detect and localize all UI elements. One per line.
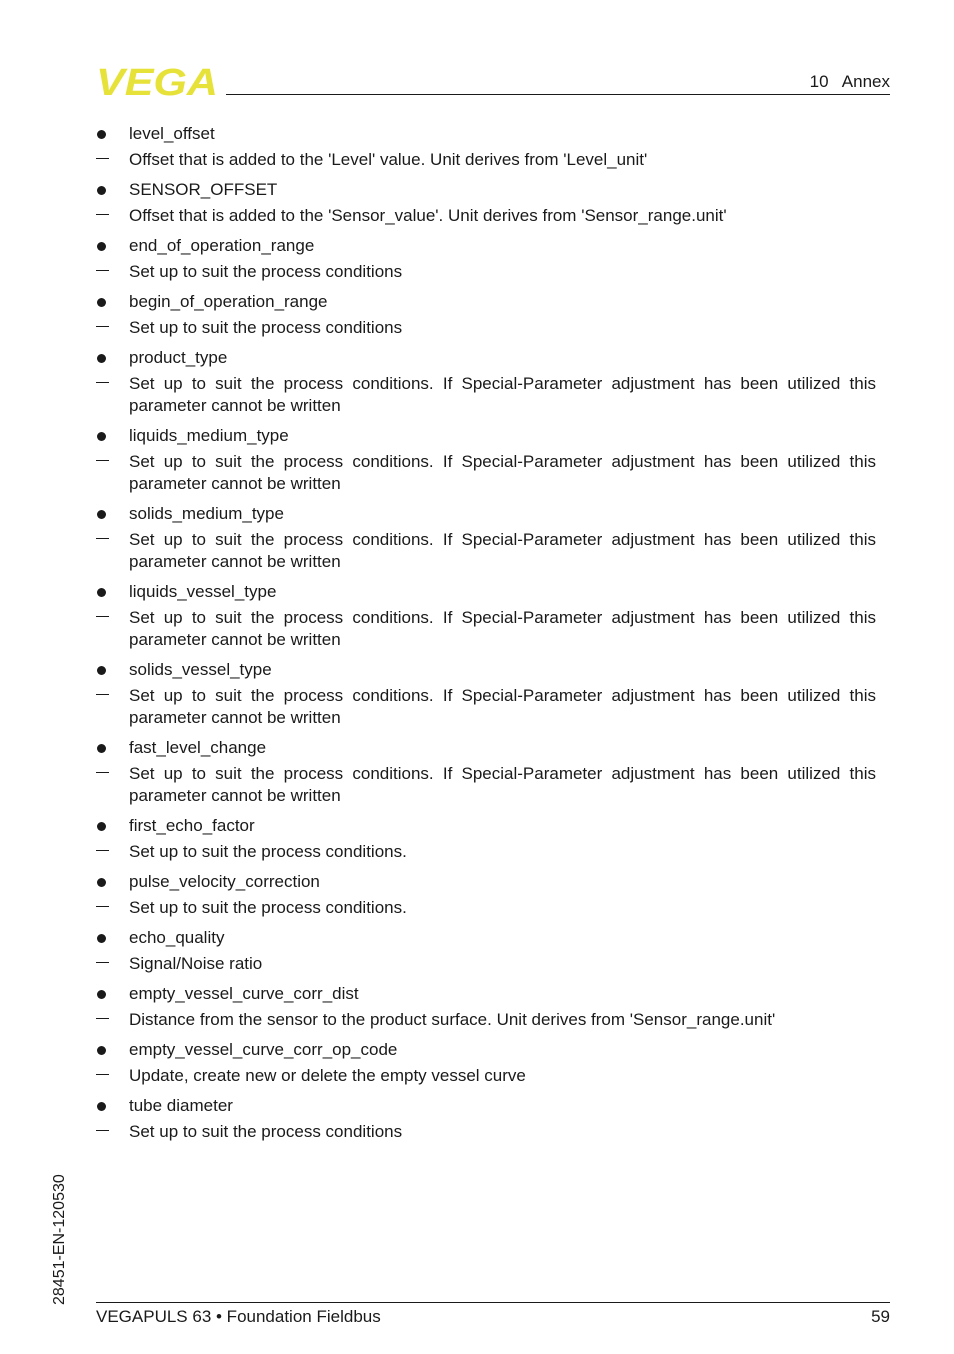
dash-icon <box>96 1121 110 1143</box>
parameter-description-row <box>96 451 876 495</box>
parameter-name: tube diameter <box>129 1096 233 1115</box>
bullet-icon <box>96 235 110 257</box>
parameter-item <box>96 737 876 807</box>
dash-icon <box>96 373 110 395</box>
parameter-description: Signal/Noise ratio <box>129 954 263 973</box>
parameter-item <box>96 983 876 1031</box>
document-id: 28451-EN-120530 <box>51 1174 68 1305</box>
parameter-name-row <box>96 179 876 201</box>
dash-icon <box>96 1065 110 1087</box>
parameter-item <box>96 927 876 975</box>
dash-icon <box>96 953 110 975</box>
header-rule <box>226 94 890 95</box>
parameter-name-row <box>96 737 876 759</box>
parameter-description: Set up to suit the process conditions. If Special-Parameter adjustment has been utilized this parameter cannot be written <box>129 686 876 727</box>
parameter-name: begin_of_operation_range <box>129 292 328 311</box>
vega-logo <box>96 66 220 97</box>
parameter-description: Set up to suit the process conditions <box>129 318 403 337</box>
svg-text:VEGA: VEGA <box>96 66 218 97</box>
bullet-icon <box>96 425 110 447</box>
parameter-description: Update, create new or delete the empty vessel curve <box>129 1066 526 1085</box>
parameter-description: Set up to suit the process conditions. <box>129 898 407 917</box>
bullet-icon <box>96 123 110 145</box>
bullet-icon <box>96 815 110 837</box>
parameter-item <box>96 179 876 227</box>
parameter-description-row <box>96 897 876 919</box>
parameter-name-row <box>96 291 876 313</box>
dash-icon <box>96 317 110 339</box>
bullet-icon <box>96 871 110 893</box>
parameter-description-row <box>96 607 876 651</box>
parameter-description-row <box>96 149 876 171</box>
parameter-description: Distance from the sensor to the product surface. Unit derives from 'Sensor_range.unit' <box>129 1010 776 1029</box>
dash-icon <box>96 607 110 629</box>
dash-icon <box>96 1009 110 1031</box>
parameter-name: end_of_operation_range <box>129 236 315 255</box>
dash-icon <box>96 763 110 785</box>
parameter-item <box>96 815 876 863</box>
parameter-description-row <box>96 1009 876 1031</box>
bullet-icon <box>96 291 110 313</box>
dash-icon <box>96 205 110 227</box>
parameter-name: first_echo_factor <box>129 816 255 835</box>
parameter-name: level_offset <box>129 124 215 143</box>
parameter-name: liquids_medium_type <box>129 426 289 445</box>
parameter-description-row <box>96 1121 876 1143</box>
parameter-item <box>96 123 876 171</box>
parameter-description: Set up to suit the process conditions. If Special-Parameter adjustment has been utilized this parameter cannot be written <box>129 452 876 493</box>
bullet-icon <box>96 927 110 949</box>
parameter-description-row <box>96 529 876 573</box>
dash-icon <box>96 451 110 473</box>
parameter-description-row <box>96 953 876 975</box>
parameter-name-row <box>96 235 876 257</box>
parameter-name-row <box>96 347 876 369</box>
parameter-description: Set up to suit the process conditions. <box>129 842 407 861</box>
parameter-name: solids_medium_type <box>129 504 284 523</box>
parameter-name-row <box>96 927 876 949</box>
parameter-name-row <box>96 425 876 447</box>
parameter-name-row <box>96 123 876 145</box>
parameter-description-row <box>96 763 876 807</box>
page-number: 59 <box>871 1307 890 1326</box>
parameter-name-row <box>96 1095 876 1117</box>
parameter-description: Set up to suit the process conditions <box>129 1122 403 1141</box>
parameter-description: Set up to suit the process conditions <box>129 262 403 281</box>
parameter-description: Set up to suit the process conditions. If Special-Parameter adjustment has been utilized this parameter cannot be written <box>129 764 876 805</box>
parameter-name: fast_level_change <box>129 738 267 757</box>
parameter-name: SENSOR_OFFSET <box>129 180 278 199</box>
parameter-item <box>96 871 876 919</box>
bullet-icon <box>96 1039 110 1061</box>
parameter-item <box>96 347 876 417</box>
parameter-item <box>96 291 876 339</box>
dash-icon <box>96 529 110 551</box>
parameter-description-row <box>96 261 876 283</box>
parameter-name-row <box>96 581 876 603</box>
parameter-item <box>96 659 876 729</box>
parameter-name: product_type <box>129 348 228 367</box>
parameter-name-row <box>96 1039 876 1061</box>
parameter-description: Offset that is added to the 'Level' value. Unit derives from 'Level_unit' <box>129 150 648 169</box>
parameter-description-row <box>96 841 876 863</box>
footer-rule <box>96 1302 890 1303</box>
parameter-description-row <box>96 685 876 729</box>
bullet-icon <box>96 983 110 1005</box>
parameter-name: echo_quality <box>129 928 225 947</box>
parameter-name-row <box>96 815 876 837</box>
parameter-description: Set up to suit the process conditions. If Special-Parameter adjustment has been utilized this parameter cannot be written <box>129 608 876 649</box>
dash-icon <box>96 841 110 863</box>
parameter-description-row <box>96 373 876 417</box>
bullet-icon <box>96 347 110 369</box>
parameter-item <box>96 581 876 651</box>
bullet-icon <box>96 659 110 681</box>
parameter-item <box>96 1039 876 1087</box>
parameter-list <box>96 123 876 1151</box>
parameter-description-row <box>96 317 876 339</box>
dash-icon <box>96 149 110 171</box>
parameter-name-row <box>96 871 876 893</box>
parameter-name: solids_vessel_type <box>129 660 272 679</box>
bullet-icon <box>96 179 110 201</box>
parameter-name: empty_vessel_curve_corr_op_code <box>129 1040 398 1059</box>
parameter-description: Offset that is added to the 'Sensor_value'. Unit derives from 'Sensor_range.unit' <box>129 206 727 225</box>
bullet-icon <box>96 581 110 603</box>
bullet-icon <box>96 503 110 525</box>
parameter-name: pulse_velocity_correction <box>129 872 320 891</box>
parameter-name: liquids_vessel_type <box>129 582 277 601</box>
parameter-description: Set up to suit the process conditions. If Special-Parameter adjustment has been utilized this parameter cannot be written <box>129 374 876 415</box>
footer-title: VEGAPULS 63 • Foundation Fieldbus <box>96 1307 381 1326</box>
parameter-name-row <box>96 659 876 681</box>
parameter-description-row <box>96 1065 876 1087</box>
parameter-item <box>96 1095 876 1143</box>
bullet-icon <box>96 1095 110 1117</box>
parameter-item <box>96 503 876 573</box>
parameter-description-row <box>96 205 876 227</box>
dash-icon <box>96 685 110 707</box>
dash-icon <box>96 261 110 283</box>
section-title: 10 Annex <box>809 72 890 91</box>
parameter-name-row <box>96 503 876 525</box>
parameter-item <box>96 235 876 283</box>
dash-icon <box>96 897 110 919</box>
parameter-description: Set up to suit the process conditions. If Special-Parameter adjustment has been utilized this parameter cannot be written <box>129 530 876 571</box>
bullet-icon <box>96 737 110 759</box>
parameter-name-row <box>96 983 876 1005</box>
parameter-item <box>96 425 876 495</box>
parameter-name: empty_vessel_curve_corr_dist <box>129 984 359 1003</box>
